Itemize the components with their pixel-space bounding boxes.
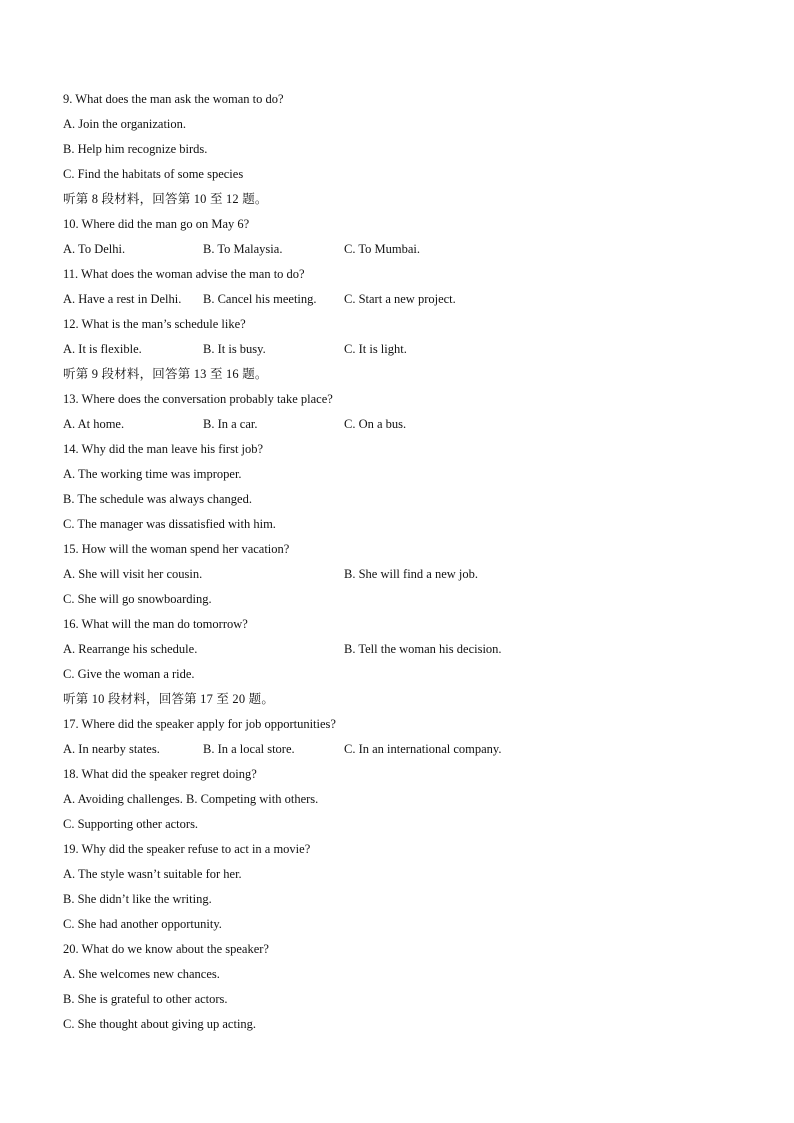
answer-option: B. Help him recognize birds. bbox=[63, 142, 208, 156]
answer-option: C. She will go snowboarding. bbox=[63, 592, 212, 606]
answer-option: B. She is grateful to other actors. bbox=[63, 992, 228, 1006]
answer-option: B. Cancel his meeting. bbox=[203, 292, 317, 306]
answer-option: A. She welcomes new chances. bbox=[63, 967, 220, 981]
answer-option: A. At home. bbox=[63, 417, 125, 431]
answer-option-row bbox=[63, 637, 743, 662]
answer-option: B. The schedule was always changed. bbox=[63, 492, 252, 506]
answer-option: C. The manager was dissatisfied with him. bbox=[63, 517, 276, 531]
answer-option-row bbox=[63, 662, 743, 687]
question-stem: 19. Why did the speaker refuse to act in a movie? bbox=[63, 842, 311, 856]
answer-option: A. The style wasn’t suitable for her. bbox=[63, 867, 242, 881]
question-stem: 15. How will the woman spend her vacation? bbox=[63, 542, 290, 556]
answer-option: A. In nearby states. bbox=[63, 742, 160, 756]
answer-option-row bbox=[63, 562, 743, 587]
answer-option-row bbox=[63, 787, 743, 812]
answer-option-row bbox=[63, 862, 743, 887]
exam-page bbox=[63, 87, 743, 1037]
answer-option: C. It is light. bbox=[344, 342, 407, 356]
answer-option: C. Start a new project. bbox=[344, 292, 456, 306]
answer-option: B. In a car. bbox=[203, 417, 258, 431]
answer-option: A. The working time was improper. bbox=[63, 467, 242, 481]
answer-option: C. In an international company. bbox=[344, 742, 502, 756]
answer-option-row bbox=[63, 162, 743, 187]
answer-option: A. It is flexible. bbox=[63, 342, 142, 356]
answer-option-row bbox=[63, 287, 743, 312]
answer-option: B. In a local store. bbox=[203, 742, 295, 756]
answer-option-row bbox=[63, 512, 743, 537]
answer-option-row bbox=[63, 812, 743, 837]
answer-option: C. To Mumbai. bbox=[344, 242, 420, 256]
answer-option: C. Find the habitats of some species bbox=[63, 167, 244, 181]
question-stem: 20. What do we know about the speaker? bbox=[63, 942, 269, 956]
answer-option-row bbox=[63, 987, 743, 1012]
answer-option: A. Join the organization. bbox=[63, 117, 187, 131]
section-instruction: 听第 8 段材料，回答第 10 至 12 题。 bbox=[63, 192, 268, 206]
answer-option: C. Give the woman a ride. bbox=[63, 667, 195, 681]
answer-option-row bbox=[63, 912, 743, 937]
answer-option-row bbox=[63, 137, 743, 162]
answer-option: C. She thought about giving up acting. bbox=[63, 1017, 257, 1031]
answer-option-row bbox=[63, 1012, 743, 1037]
answer-option-row bbox=[63, 737, 743, 762]
section-instruction: 听第 10 段材料，回答第 17 至 20 题。 bbox=[63, 692, 275, 706]
answer-option: A. Rearrange his schedule. bbox=[63, 642, 198, 656]
answer-option-row bbox=[63, 412, 743, 437]
question-stem: 12. What is the man’s schedule like? bbox=[63, 317, 246, 331]
section-instruction: 听第 9 段材料，回答第 13 至 16 题。 bbox=[63, 367, 268, 381]
question-stem: 14. Why did the man leave his first job? bbox=[63, 442, 264, 456]
question-stem: 10. Where did the man go on May 6? bbox=[63, 217, 250, 231]
answer-option: C. On a bus. bbox=[344, 417, 407, 431]
answer-option-row bbox=[63, 112, 743, 137]
answer-option: B. To Malaysia. bbox=[203, 242, 283, 256]
answer-option: A. Have a rest in Delhi. bbox=[63, 292, 182, 306]
question-stem: 9. What does the man ask the woman to do? bbox=[63, 92, 284, 106]
answer-option-row bbox=[63, 887, 743, 912]
question-stem: 13. Where does the conversation probably take place? bbox=[63, 392, 333, 406]
answer-option-row bbox=[63, 962, 743, 987]
answer-option: B. Tell the woman his decision. bbox=[344, 642, 502, 656]
answer-option: A. She will visit her cousin. bbox=[63, 567, 203, 581]
answer-option-row bbox=[63, 487, 743, 512]
question-stem: 16. What will the man do tomorrow? bbox=[63, 617, 248, 631]
question-stem: 11. What does the woman advise the man to do? bbox=[63, 267, 305, 281]
answer-option: B. She didn’t like the writing. bbox=[63, 892, 212, 906]
answer-option: C. She had another opportunity. bbox=[63, 917, 222, 931]
question-stem: 18. What did the speaker regret doing? bbox=[63, 767, 257, 781]
answer-option-row bbox=[63, 462, 743, 487]
answer-option: A. To Delhi. bbox=[63, 242, 126, 256]
answer-option: B. She will find a new job. bbox=[344, 567, 479, 581]
question-stem: 17. Where did the speaker apply for job opportunities? bbox=[63, 717, 336, 731]
answer-option: C. Supporting other actors. bbox=[63, 817, 199, 831]
answer-option: A. Avoiding challenges. B. Competing with others. bbox=[63, 792, 319, 806]
answer-option-row bbox=[63, 587, 743, 612]
answer-option-row bbox=[63, 237, 743, 262]
answer-option: B. It is busy. bbox=[203, 342, 266, 356]
answer-option-row bbox=[63, 337, 743, 362]
